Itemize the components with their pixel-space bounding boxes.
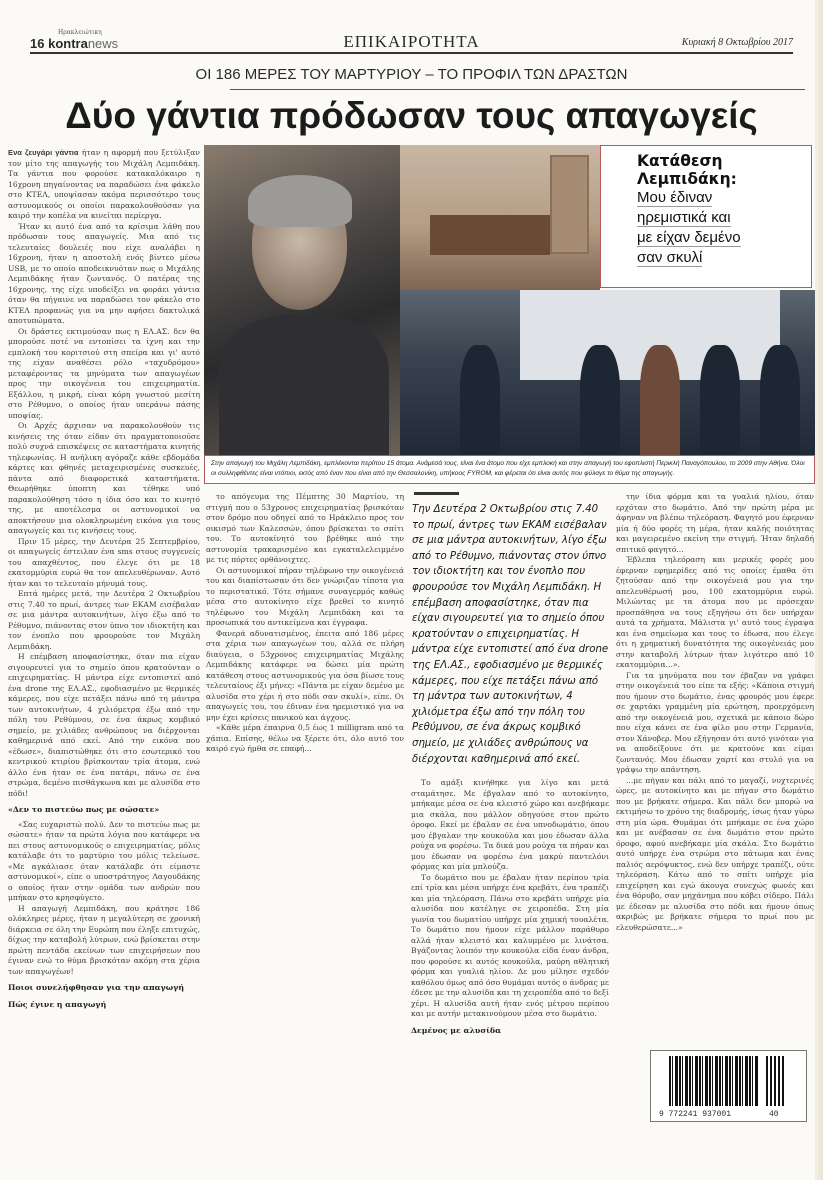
subheading: Πώς έγινε η απαγωγή xyxy=(8,999,107,1009)
subheading: «Δεν το πιστεύω πως με σώσατε» xyxy=(8,805,160,814)
body-paragraph: Η απαγωγή Λεμπιδάκη, που κράτησε 186 ολόκληρες μέρες, ήταν η μεγαλύτερη σε χρονική διάρκεια σε όλη την Ευρώπη που έληξε επιτυχώς, δίχως την καταβολή λύτρων, ενώ βρίσκεται στην πρώτη πεντάδα εκείνων των επιχειρήσεων που έγιναν ενώ το θύμα βρισκόταν ακόμη στα χέρια των απαγωγέων! xyxy=(8,903,200,976)
callout-line: σαν σκυλί xyxy=(637,249,703,266)
pullquote: Την Δευτέρα 2 Οκτωβρίου στις 7.40 το πρωί, άντρες των ΕΚΑΜ εισέβαλαν σε μια μάντρα αυτοκινήτων, λίγο έξω από το Ρέθυμνο, πιάνοντας στον ύπνο τον ιδιοκτήτη και τον ένοπλο που φρουρούσε τον Μιχάλη Λεμπιδάκη. Η επέμβαση αποφασίστηκε, όταν πια είχαν σιγουρευτεί για το σημείο όπου κρατούνταν ο επιχειρηματίας. Η μάντρα είχε εντοπιστεί από ένα drone της ΕΛ.ΑΣ., εφοδιασμένο με θερμικές κάμερες, που είχε πετάξει πάνω από τη μάντρα των αυτοκινήτων, 4 χιλιόμετρα έξω από την πόλη του Ρεθύμνου, σε ένα άκρως κομβικό σημείο, με χιλιάδες ανθρώπους να διέρχονται καθημερινά από εκεί. xyxy=(412,504,609,765)
subheading: Ποιοι συνελήφθησαν για την απαγωγή xyxy=(8,983,185,992)
subheading: Δεμένος με αλυσίδα xyxy=(411,1025,502,1035)
body-paragraph: Το αμάξι κινήθηκε για λίγο και μετά σταμάτησε. Με έβγαλαν από το αυτοκίνητο, μπήκαμε μέσα σε ένα κλειστό χώρο και ανεβήκαμε μια σκάλα, που μάλλον οδηγούσε στον πρώτο όροφο. Εκεί με έβαλαν σε ένα υπνοδωμάτιο, όπου μου έβγαλαν την κουκούλα και μου έδωσαν άλλα ρούχα να φορέσω. Τα δικά μου ρούχα τα πήραν και μου έδωσαν να φορέσω ένα μακρύ παντελόνι φόρμας και μία μπλούζα. xyxy=(411,778,609,871)
callout-title: Λεμπιδάκη: xyxy=(637,170,737,188)
section-title: ΕΠΙΚΑΙΡΟΤΗΤΑ xyxy=(343,32,480,51)
lead-paragraph xyxy=(8,148,200,222)
barcode-digits: 9 772241 937001 xyxy=(659,1110,732,1119)
lead-text: ήταν η αφορμή που ξετύλιξαν τον μίτο της απαγωγής του Μιχάλη Λεμπιδάκη. Τα γάντια που φορούσε κατακαλόκαιρο η 16χρονη πηγαίνοντας να παραδώσει ένα φάκελο στο ΚΤΕΛ, υποψίασαν ακόμα περισσότερο τους αστυνομικούς οι οποίοι παρακολουθούσαν για καιρό την κοπέλα να κινείται περίεργα. xyxy=(8,148,200,220)
barcode xyxy=(650,1050,807,1122)
body-paragraph: Έβλεπα τηλεόραση και μερικές φορές μου έφερναν εφημερίδες από τις οποίες έμαθα ότι ζητούσαν από την οικογένειά μου για την απελευθέρωσή μου, 100 εκατομμύρια ευρώ. Μιλώντας με τα άτομα που με πρόσεχαν προσπάθησα να τους εξηγήσω ότι δεν υπήρχαν αυτά τα χρήματα. Μάλιστα γι' αυτό τους έγραψα και ένα σημείωμα και τους το έδωσα, που έλεγε ότι η χρηματική δυνατότητα της οικογένειάς μου στην καταβολή λύτρων ήταν λιγότερο από 10 εκατομμύρια...». xyxy=(616,555,814,669)
photo-caption: Στην απαγωγή του Μιχάλη Λεμπιδάκη, εμπλέκονται περίπου 15 άτομα. Ανάμεσά τους, είναι ένα άτομο που είχε εμπλοκή και στην απαγωγή του εφοπλιστή Περικλή Παναγόπουλου, το 2009 στην Αθήνα. Όλοι οι συλληφθέντες είναι ντόπιοι, εκτός από έναν που είναι από την Θεσσαλονίκη, υπήκοος FYROM, και φέρεται ότι είναι αυτός που φύλαγε το θύμα της απαγωγής. xyxy=(204,455,815,484)
body-paragraph: Πριν 15 μέρες, την Δευτέρα 25 Σεπτεμβρίου, οι απαγωγείς έστειλαν ένα sms στους συγγενείς του απαχθέντος, που έλεγε ότι με 18 εκατομμύρια ευρώ θα τον απελευθέρωναν. Αυτό ήταν και το τελευταίο μήνυμά τους. xyxy=(8,536,200,588)
article-column-1 xyxy=(8,148,200,1014)
article-column-4 xyxy=(616,492,814,933)
lead-bold: Ενα ζευγάρι γάντια xyxy=(8,148,79,157)
body-paragraph: Οι Αρχές άρχισαν να παρακολουθούν τις κινήσεις της όταν είδαν ότι πραγματοποιούσε πολύ συχνά επισκέψεις σε καταστήματα κινητής τηλεφωνίας. Η ανήλικη αγόραζε κάθε εβδομάδα κάρτες και φθηνές μεταχειρισμένες συσκευές, πάντα από διαφορετικά καταστήματα. Θεωρήθηκε ύποπτη και τέθηκε υπό παρακολούθηση τόσο η ίδια όσο και το κινητό της, με αποτέλεσμα οι αστυνομικοί να αποκτήσουν μια ολοκληρωμένη εικόνα για τους απαγωγείς και τις κινήσεις τους. xyxy=(8,421,200,535)
callout-line: με είχαν δεμένο xyxy=(637,229,741,246)
callout-box xyxy=(600,145,812,288)
kicker-rule xyxy=(230,89,805,90)
body-paragraph: ...με πήγαν και πάλι από το μαγαζί, νυχτερινές ώρες, με αυτοκίνητο και με πήγαν στο δωμάτιο που με βρήκατε σήμερα. Και πάλι δεν μπορώ να εκτιμήσω το χρόνο της διαδρομής, ίσως ήταν γύρω στη μία ώρα. Θυμάμαι ότι μπήκαμε σε ένα χώρο και με ανέβασαν σε ένα δωμάτιο στον πρώτο όροφο, αφού ανεβήκαμε μία σκάλα. Στο δωμάτιο αυτό υπήρχε ένα στρώμα στο πάτωμα και ένας παλιός αερόψυκτος, ενώ δεν υπήρχε τραπέζι, ούτε τηλεόραση. Κάτω από το σπίτι υπήρχε μία επιχείρηση και εγώ άκουγα συνεχώς φωνές και ένα θόρυβο, σαν μηχάνημα που κόβει σίδερο. Πάλι με έδεσαν με αλυσίδα στο πόδι και ήμουν όπως ακριβώς με βρήκατε σήμερα το πρωί που με ελευθερώσατε...» xyxy=(616,775,814,932)
callout-title: Κατάθεση xyxy=(637,152,723,170)
body-paragraph: Οι αστυνομικοί πήραν τηλέφωνο την οικογένειά του και διαπίστωσαν ότι δεν γνώριζαν τίποτα για το περιστατικό. Τότε σήμανε συναγερμός καθώς μέσα στο αυτοκίνητο είχε βρεθεί το κινητό τηλέφωνο του Μιχάλη Λεμπιδάκη και τα προσωπικά του αντικείμενα και έγγραφα. xyxy=(206,565,404,627)
article-column-2 xyxy=(206,492,404,755)
page-edge xyxy=(815,0,823,1180)
header-rule xyxy=(30,52,793,54)
callout-line: ηρεμιστικά και xyxy=(637,209,731,226)
body-paragraph: Ήταν κι αυτό ένα από τα κρίσιμα λάθη που πρόδωσαν τους απαγωγείς. Μια από τις τελευταίες δουλειές που είχε αναλάβει η 16χρονη, ήταν η αποστολή ενός βίντεο μέσω USB, με το οποίο αποδεικνυόταν πως ο Μιχάλης Λεμπιδάκης ήταν ζωντανός. Ο πατέρας της 16χρονης, της είχε υποδείξει να φοράει γάντια όταν θα πήγαινε να παραδώσει τον φάκελο στο ΚΤΕΛ προφανώς για να μην αφήσει δακτυλικά αποτυπώματα. xyxy=(8,221,200,325)
body-paragraph: Οι δράστες εκτιμούσαν πως η ΕΛ.ΑΣ. δεν θα μπορούσε ποτέ να εντοπίσει τα ίχνη και την εμπλοκή του κοριτσιού στη σπείρα και γι' αυτό της είχαν αναθέσει ρόλο «ταχυδρόμου» μεταφέροντας τα μηνύματα των απαγωγέων προς την οικογένεια του επιχειρηματία. Εξάλλου, η μικρή, είναι κόρη γνωστού μεσίτη στο Ρέθυμνο, ο οποίος ήταν υπεράνω πάσης υποψίας. xyxy=(8,326,200,420)
brand-logo: kontra xyxy=(48,36,88,51)
barcode-addon: 40 xyxy=(769,1110,779,1119)
pullquote-rule xyxy=(414,492,459,495)
body-paragraph: Η επέμβαση αποφασίστηκε, όταν πια είχαν σιγουρευτεί για το σημείο όπου κρατούνταν ο επιχειρηματίας. Η μάντρα είχε εντοπιστεί από ένα drone της ΕΛ.ΑΣ., εφοδιασμένο με θερμικές κάμερες, που είχε πετάξει πάνω από τη μάντρα των αυτοκινήτων, 4 χιλιόμετρα έξω από την πόλη του Ρεθύμνου, σε ένα άκρως κομβικό σημείο, με χιλιάδες ανθρώπους να διέρχονται καθημερινά από εκεί. Από την εικόνα που «έδωσε», διαπιστώθηκε ότι στο εσωτερικό του κεντρικού κτιρίου βρίσκονταν τρία άτομα, ενώ άλλο ένα ήταν σε ένα πατάρι, πάνω σε ένα στρώμα, δεμένο πισθάγκωνα και με αλυσίδα στο πόδι! xyxy=(8,652,200,798)
page-number: 16 xyxy=(30,36,45,51)
body-paragraph: Το δωμάτιο που με έβαλαν ήταν περίπου τρία επί τρία και μέσα υπήρχε ένα κρεβάτι, ένα τραπέζι και μία τηλεόραση. Πάνω στο κρεβάτι υπήρχε μία αλυσίδα που κατέληγε σε χειροπέδα. Στη μία γωνία του δωματίου υπήρχε μία χημική τουαλέτα. Το δωμάτιο που ήμουν είχε μάλλον παράθυρο αλλά ήταν κλειστό και καλυμμένο με λινάτσα. Βγάζοντας λοιπόν την κουκούλα είδα έναν άνδρα, που φορούσε κι αυτός κουκούλα, μαύρη αθλητική φόρμα και γυαλιά ηλίου. Δε μου μίλησε σχεδόν καθόλου όμως από όσο θυμάμαι αυτός ο άνδρας με έδεσε με την αλυσίδα και τη χειροπέδα από το δεξί χέρι. Η αλυσίδα αυτή ήταν ενός μέτρου περίπου και με αυτήν μετακινούμουν μέσα στο δωμάτιο. xyxy=(411,872,609,1018)
article-kicker: ΟΙ 186 ΜΕΡΕΣ ΤΟΥ ΜΑΡΤΥΡΙΟΥ – ΤΟ ΠΡΟΦΙΛ ΤΩΝ ΔΡΑΣΤΩΝ xyxy=(195,66,628,83)
brand-small-text: Ηρακλειώτικη xyxy=(58,29,102,36)
room-photo xyxy=(400,145,600,290)
body-paragraph: Επτά ημέρες μετά, την Δευτέρα 2 Οκτωβρίου στις 7.40 το πρωί, άντρες των ΕΚΑΜ εισέβαλαν σε μια μάντρα αυτοκινήτων, λίγο έξω από το Ρέθυμνο, πιάνοντας στον ύπνο τον ιδιοκτήτη και τον ένοπλο που φρουρούσε τον Μιχάλη Λεμπιδάκη. xyxy=(8,589,200,651)
issue-date: Κυριακή 8 Οκτωβρίου 2017 xyxy=(681,37,793,48)
body-paragraph: την ίδια φόρμα και τα γυαλιά ηλίου, όταν ερχόταν στο δωμάτιο. Από την πρώτη μέρα με άφηναν να βλέπω τηλεόραση. Φαγητό μου έφερναν μία ή δύο φορές τη μέρα, ήταν καλής ποιότητας και μαγειρεμένο εκείνη την στιγμή. Ήταν δηλαδή σπιτικό φαγητό... xyxy=(616,492,814,554)
article-column-3 xyxy=(411,778,609,1040)
article-headline: Δύο γάντια πρόδωσαν τους απαγωγείς xyxy=(65,95,758,136)
body-paragraph: «Σας ευχαριστώ πολύ. Δεν το πιστεύω πως με σώσατε» ήταν τα πρώτα λόγια που κατάφερε να πει στους αστυνομικούς ο επιχειρηματίας, μόλις κατάλαβε ότι το μαρτύριο του μόλις τελείωσε. «Με αγκάλιασε όταν κατάλαβε ότι είμαστε αστυνομικοί», είπε ο υποστράτηγος Λαγουδάκης ο οποίος ήταν στην ομάδα των ανδρών που μπήκαν στο κρησφύγετο. xyxy=(8,819,200,902)
callout-line: Μου έδιναν xyxy=(637,189,713,206)
body-paragraph: το απόγευμα της Πέμπτης 30 Μαρτίου, τη στιγμή που ο 53χρονος επιχειρηματίας βρισκόταν στον δρόμο που οδηγεί από το Ηράκλειο προς τον οικισμό των Καλεσσών, όπου βρίσκεται το σπίτι του. Το αυτοκίνητό του βρέθηκε από την αστυνομία τρακαρισμένο και εγκαταλελειμμένο με τις πόρτες ορθάνοιχτες. xyxy=(206,492,404,564)
body-paragraph: «Κάθε μέρα έπαιρνα 0,5 έως 1 milligram από τα χάπια. Επίσης, θέλω να ξέρετε ότι, όλο αυτό τον καιρό εγώ ήμθα σε επαφή... xyxy=(206,723,404,753)
body-paragraph: Φανερά αδυνατισμένος, έπειτα από 186 μέρες στα χέρια των απαγωγέων του, αλλά σε πλήρη διαύγεια, ο 53χρονος επιχειρηματίας Μιχάλης Λεμπιδάκης κατάφερε να δώσει μία πρώτη κατάθεση στους αστυνομικούς για όσα βίωσε τους τελευταίους έξι μήνες: «Πάντα με είχαν δεμένο με αλυσίδα στο χέρι ή στο πόδι σαν σκυλί», είπε. Οι απαγωγείς του, του έδιναν ένα ηρεμιστικό για να μην έχει κρίσεις πανικού και άγχους. xyxy=(206,628,404,722)
brand-logo-suffix: news xyxy=(87,36,119,51)
arrest-photo xyxy=(400,290,815,455)
body-paragraph: Για τα μηνύματα που τον έβαζαν να γράφει στην οικογένειά του είπε τα εξής: «Κάποια στιγμή που ήμουν στο δωμάτιο, ένας φρουρός μου έφερε σε χαρτάκι γραμμένη μία ερώτηση, προερχόμενη από την οικογένειά μου, σχετικά με κάποιο δώρο που είχα κάνει σε ένα φίλο μου στην Γερμανία, στον Χάνοβερ. Μου εξήγησαν ότι αυτό γινόταν για να αποδείξουνε ότι με κρατούνε και είμαι ζωντανός. Μου έδωσαν χαρτί και στυλό για να γράψω την απάντηση. xyxy=(616,670,814,774)
portrait-photo xyxy=(204,145,400,455)
